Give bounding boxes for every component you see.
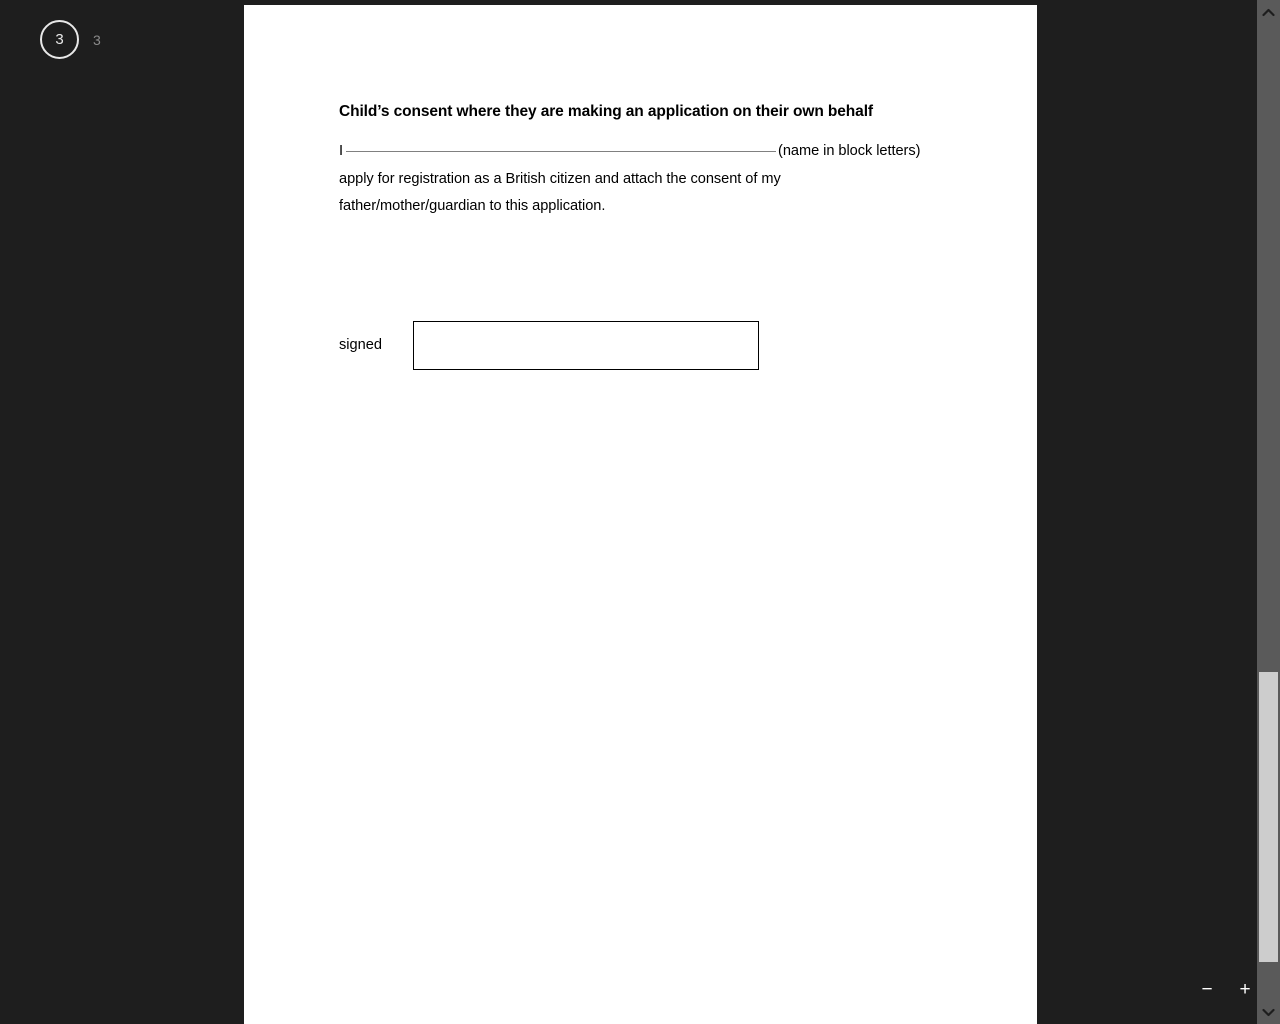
current-page-number: 3 [55,31,64,48]
declaration-line-two: apply for registration as a British citizen and attach the consent of my [339,170,781,187]
vertical-scrollbar[interactable] [1257,0,1280,1024]
chevron-down-icon [1262,1008,1275,1017]
scroll-down-button[interactable] [1257,1000,1280,1024]
name-declaration-line [339,138,949,166]
document-heading: Child’s consent where they are making an application on their own behalf [339,103,873,120]
document-content [339,95,949,221]
page-indicator-rail [0,0,244,1024]
total-pages-label: 3 [93,31,101,48]
scroll-up-button[interactable] [1257,0,1280,24]
document-page [244,5,1037,1024]
scrollbar-thumb[interactable] [1259,672,1278,962]
name-line-suffix: (name in block letters) [778,143,921,159]
name-line-prefix: I [339,143,344,159]
declaration-line-three: father/mother/guardian to this application. [339,198,606,214]
zoom-in-button[interactable]: + [1236,980,1254,998]
zoom-controls [1198,980,1254,998]
signature-block [339,321,759,370]
page-indicator[interactable] [40,20,101,59]
document-body [339,138,949,221]
current-page-bubble[interactable] [40,20,79,59]
zoom-out-button[interactable]: − [1198,980,1216,998]
chevron-up-icon [1262,8,1275,17]
signed-label: signed [339,337,383,353]
name-blank-rule[interactable] [346,151,776,152]
signature-field[interactable] [413,321,759,370]
